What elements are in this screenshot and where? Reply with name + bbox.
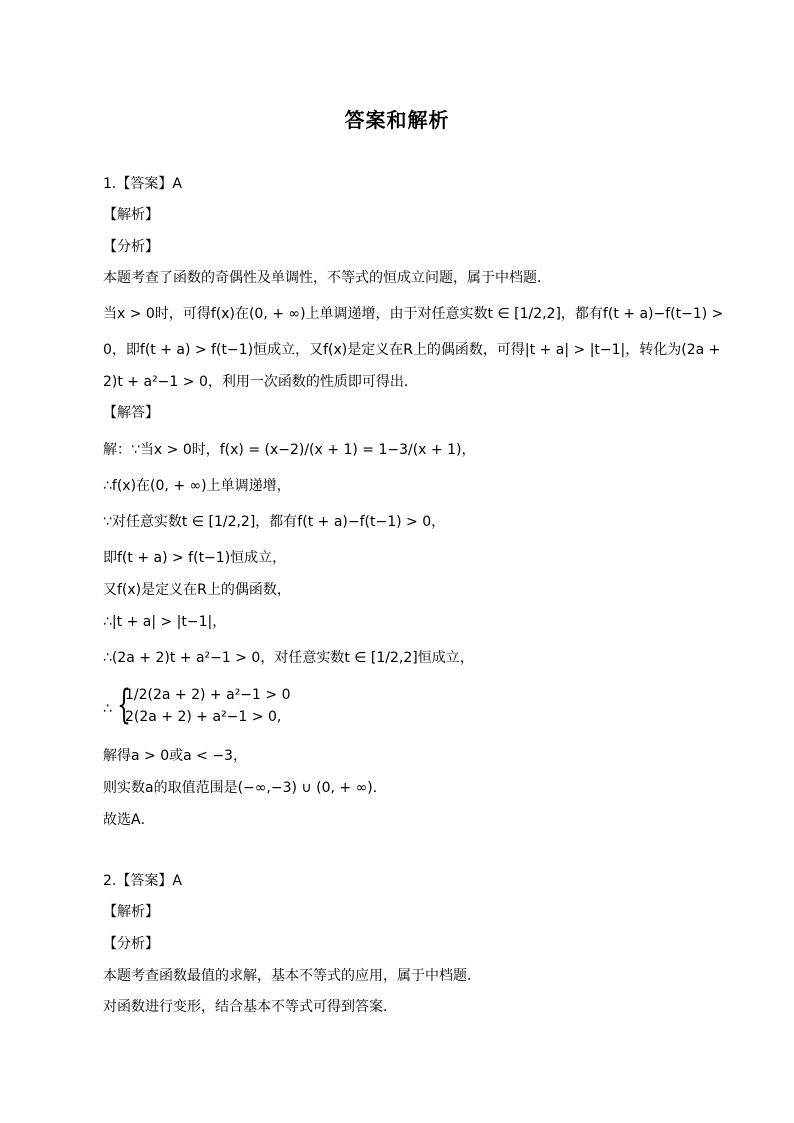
q1-summary: 本题考查了函数的奇偶性及单调性，不等式的恒成立问题，属于中档题．: [103, 270, 551, 286]
q1-step-6: ∴|t + a| > |t−1|，: [103, 614, 227, 630]
q2-fenxi-heading: 【分析】: [103, 936, 159, 952]
q1-step-8: 解得a > 0或a < −3，: [103, 748, 247, 764]
q1-step-5: 又f(x)是定义在R上的偶函数，: [103, 582, 291, 598]
q1-answer: 1.【答案】A: [103, 176, 182, 192]
q1-step-4: 即f(t + a) > f(t−1)恒成立，: [103, 550, 287, 566]
q2-analysis-line-1: 对函数进行变形，结合基本不等式可得到答案．: [103, 999, 397, 1015]
q1-jieda-heading: 【解答】: [103, 405, 159, 421]
q1-analysis-line-2: 0，即f(t + a) > f(t−1)恒成立，又f(x)是定义在R上的偶函数，可得|t + a| > |t−1|，转化为(2a +: [103, 342, 721, 358]
q1-analysis-line-1: 当x > 0时，可得f(x)在(0, + ∞)上单调递增，由于对任意实数t ∈ [1/2,2]，都有f(t + a)−f(t−1) >: [103, 306, 724, 322]
q1-step-1: 解：∵当x > 0时，f(x) = (x−2)/(x + 1) = 1−3/(x + 1)，: [103, 442, 476, 458]
left-brace: {: [117, 682, 131, 728]
q1-step-7: ∴(2a + 2)t + a²−1 > 0，对任意实数t ∈ [1/2,2]恒成立，: [103, 650, 474, 666]
q1-jiexi-heading: 【解析】: [103, 207, 159, 223]
system-row-2: 2(2a + 2) + a²−1 > 0,: [125, 709, 282, 725]
q2-answer: 2.【答案】A: [103, 873, 182, 889]
q1-analysis-line-3: 2)t + a²−1 > 0，利用一次函数的性质即可得出．: [103, 374, 418, 390]
page-title: 答案和解析: [344, 108, 450, 132]
q2-summary: 本题考查函数最值的求解，基本不等式的应用，属于中档题．: [103, 968, 481, 984]
system-row-1: 1/2(2a + 2) + a²−1 > 0: [125, 687, 291, 703]
q1-step-3: ∵对任意实数t ∈ [1/2,2]，都有f(t + a)−f(t−1) > 0，: [103, 514, 446, 530]
therefore-symbol: ∴: [103, 701, 112, 717]
q1-step-9: 则实数a的取值范围是(−∞,−3) ∪ (0, + ∞)．: [103, 780, 387, 796]
q1-fenxi-heading: 【分析】: [103, 239, 159, 255]
q1-step-2: ∴f(x)在(0, + ∞)上单调递增，: [103, 478, 291, 494]
q1-step-10: 故选A．: [103, 812, 155, 828]
q2-jiexi-heading: 【解析】: [103, 904, 159, 920]
